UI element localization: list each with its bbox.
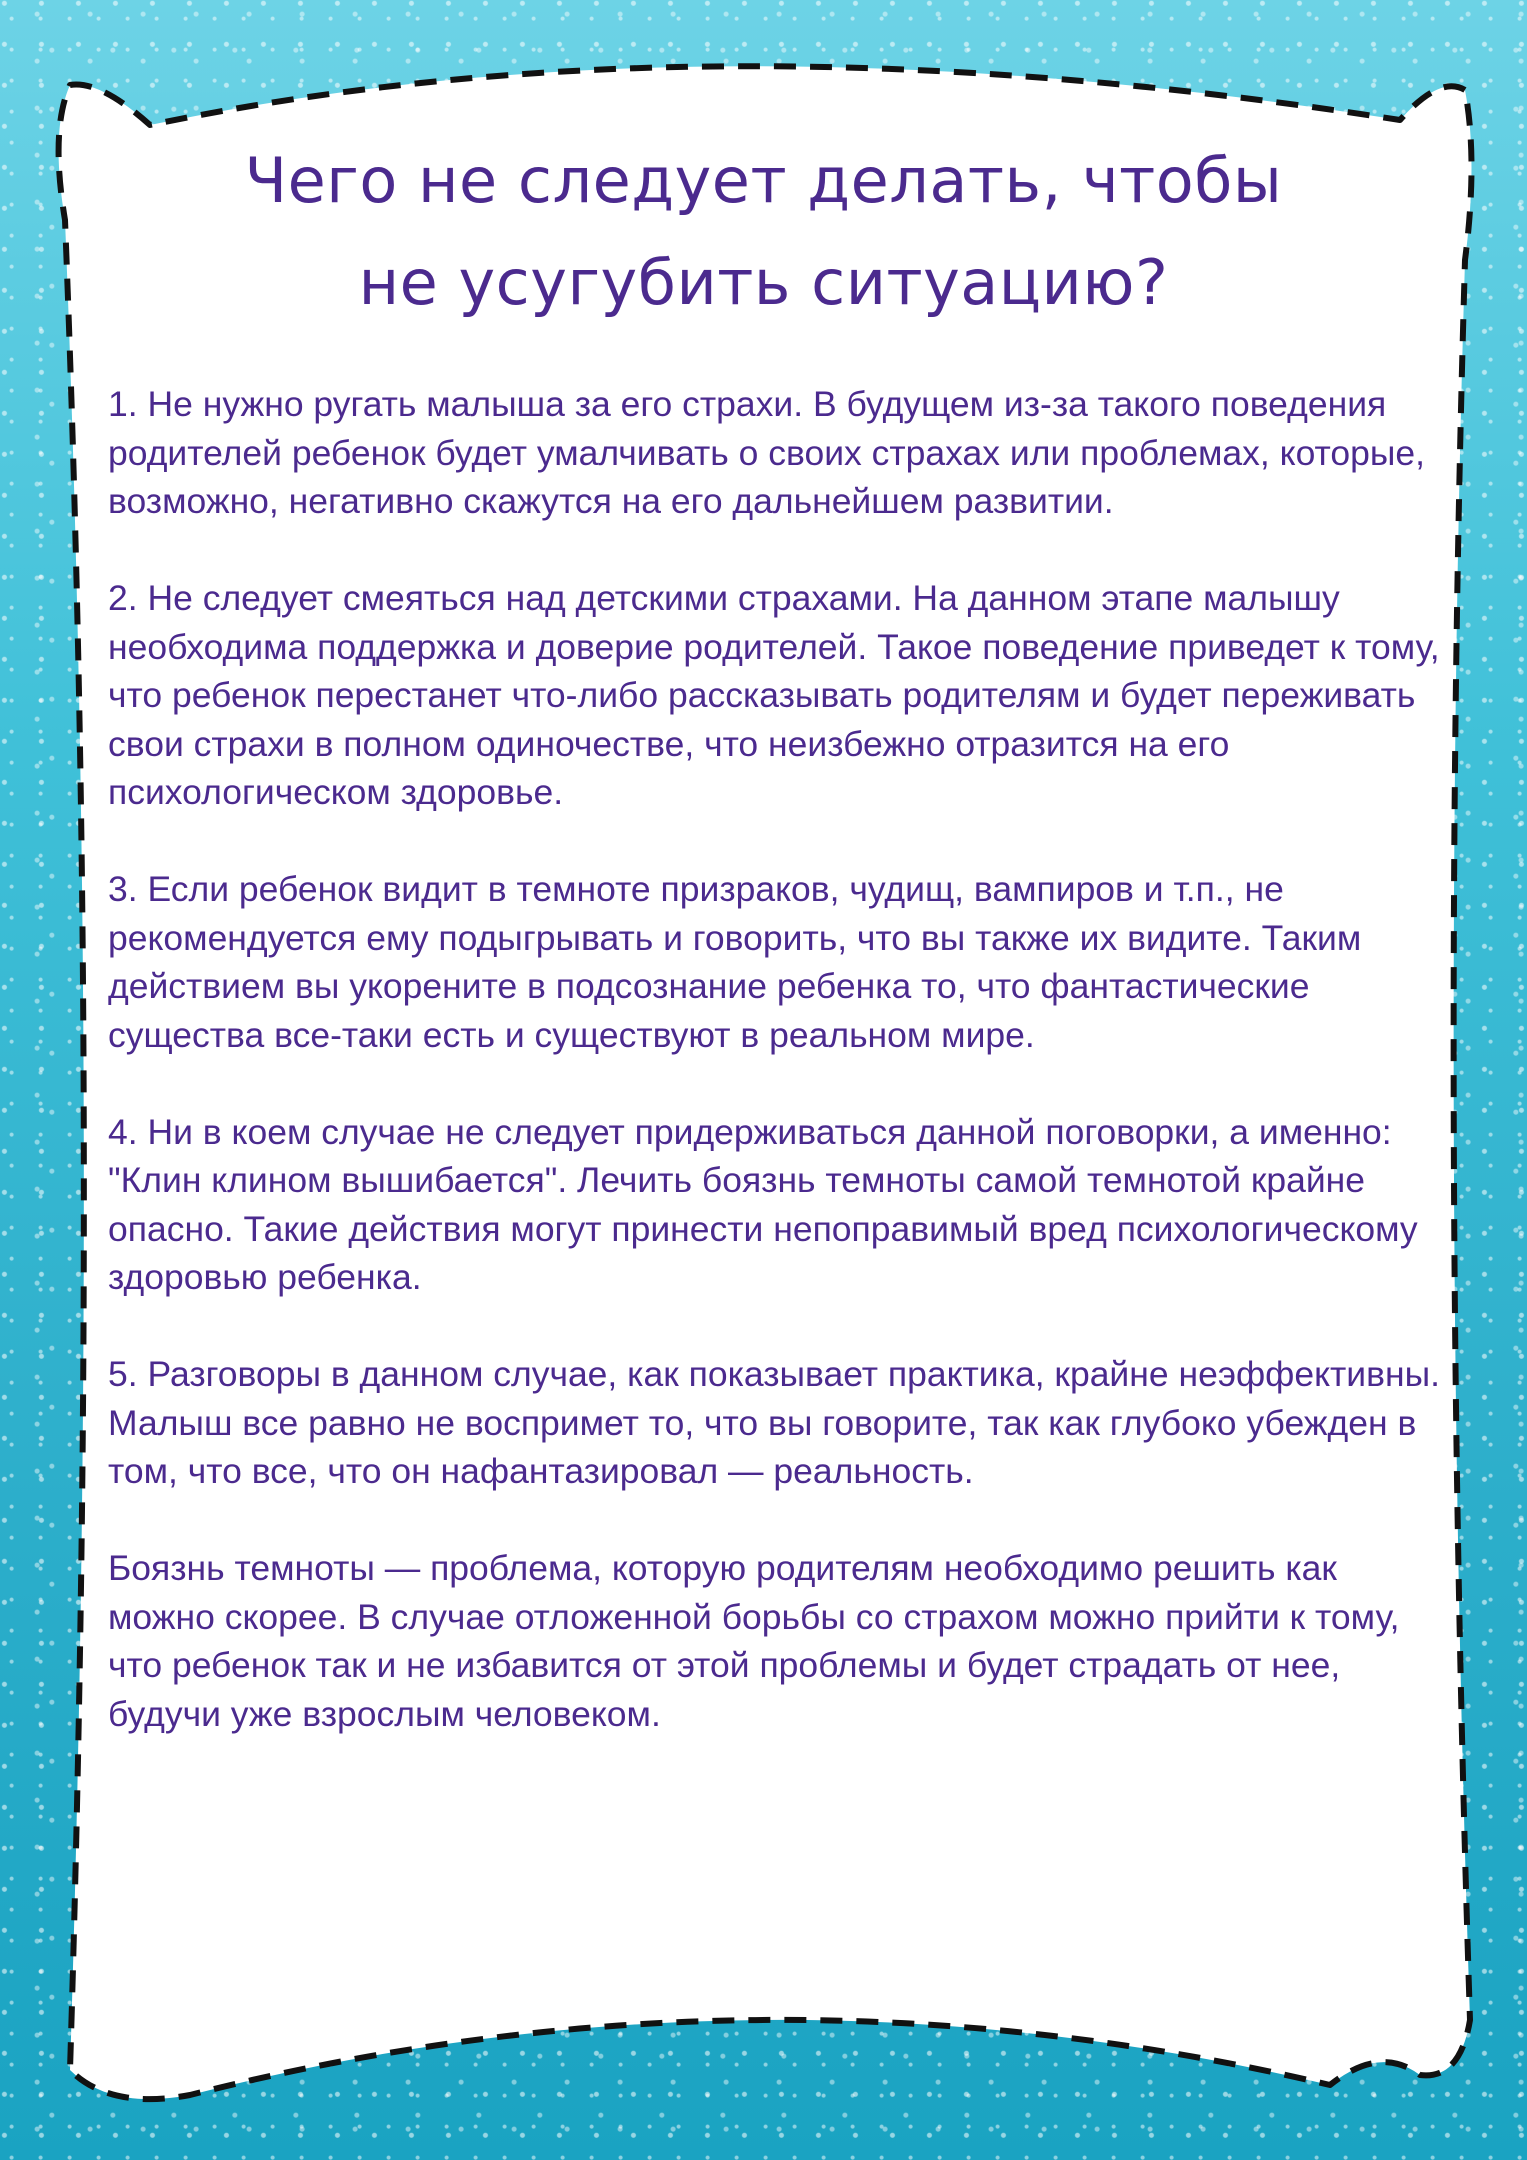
text-content bbox=[108, 380, 1453, 1787]
page-title bbox=[120, 130, 1407, 334]
paragraph-1: 1. Не нужно ругать малыша за его страхи. В будущем из-за такого поведения родителей ребенок будет умалчивать о своих страхах или проблемах, которые, возможно, негативно скажутся на его дальнейшем развитии. bbox=[108, 384, 1426, 521]
title-line-1: Чего не следует делать, чтобы bbox=[244, 144, 1283, 217]
paragraph-5: 5. Разговоры в данном случае, как показывает практика, крайне неэффективны. Малыш все равно не воспримет то, что вы говорите, так как глубоко убежден в том, что все, что он нафантазировал — реальность. bbox=[108, 1354, 1440, 1491]
paragraph-4: 4. Ни в коем случае не следует придерживаться данной поговорки, а именно: "Клин клином вышибается". Лечить боязнь темноты самой темнотой крайне опасно. Такие действия могут принести непоправимый вред психологическому здоровью ребенка. bbox=[108, 1111, 1418, 1297]
paragraph-3: 3. Если ребенок видит в темноте призраков, чудищ, вампиров и т.п., не рекомендуется ему подыгрывать и говорить, что вы также их видите. Таким действием вы укорените в подсознание ребенка то, что фантастические существа все-таки есть и существуют в реальном мире. bbox=[108, 869, 1362, 1055]
title-line-2: не усугубить ситуацию? bbox=[358, 246, 1169, 319]
paragraph-2: 2. Не следует смеяться над детскими страхами. На данном этапе малышу необходима поддержка и доверие родителей. Такое поведение приведет к тому, что ребенок перестанет что-либо рассказывать родителям и будет переживать свои страхи в полном одиночестве, что неизбежно отразится на его психологическом здоровье. bbox=[108, 578, 1440, 812]
conclusion-paragraph: Боязнь темноты — проблема, которую родителям необходимо решить как можно скорее. В случае отложенной борьбы со страхом можно прийти к тому, что ребенок так и не избавится от этой проблемы и будет страдать от нее, будучи уже взрослым человеком. bbox=[108, 1548, 1400, 1734]
